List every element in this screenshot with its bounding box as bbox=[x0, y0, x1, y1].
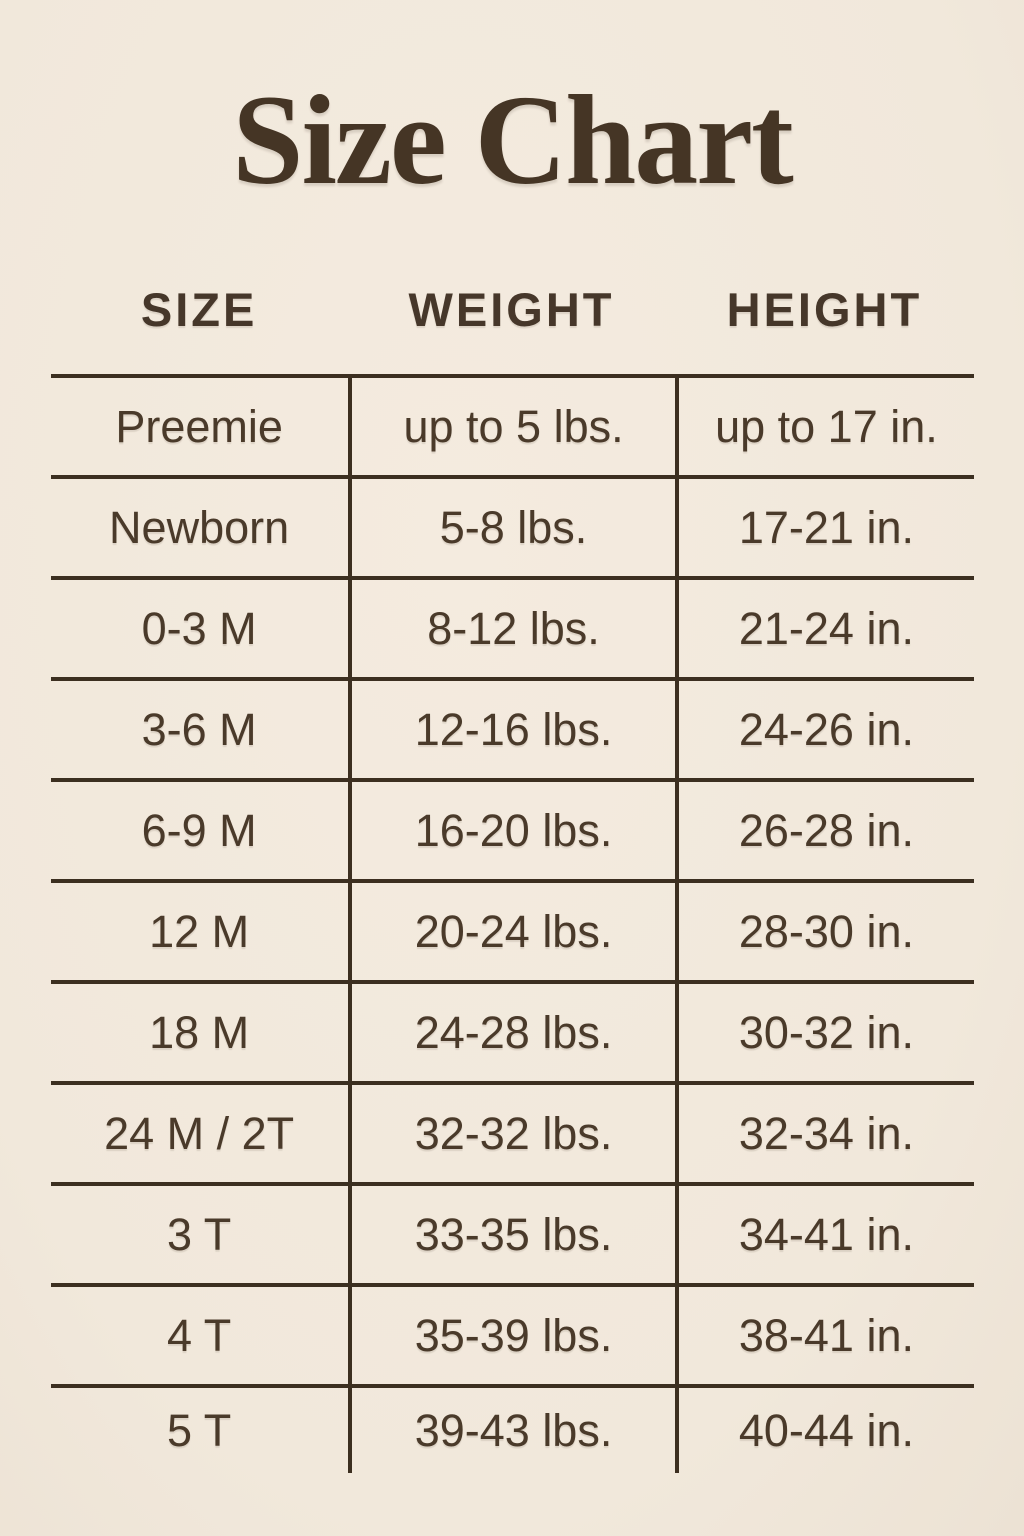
cell-height: 30-32 in. bbox=[675, 984, 973, 1081]
cell-size: 3-6 M bbox=[141, 703, 257, 755]
cell-height: 28-30 in. bbox=[675, 883, 973, 980]
table-row-24m-2t bbox=[51, 1081, 974, 1182]
table-row-newborn bbox=[51, 475, 974, 576]
table-row-3t bbox=[51, 1182, 974, 1283]
table-row-0-3m bbox=[51, 576, 974, 677]
cell-weight: 33-35 lbs. bbox=[348, 1186, 676, 1283]
cell-height: 21-24 in. bbox=[675, 580, 973, 677]
cell-weight: 24-28 lbs. bbox=[348, 984, 676, 1081]
cell-height: 34-41 in. bbox=[675, 1186, 973, 1283]
cell-size: 3 T bbox=[166, 1208, 232, 1260]
cell-size: 0-3 M bbox=[141, 602, 257, 654]
column-header-height: HEIGHT bbox=[726, 283, 923, 336]
cell-weight: 20-24 lbs. bbox=[348, 883, 676, 980]
cell-weight: 39-43 lbs. bbox=[348, 1388, 676, 1473]
cell-weight: 8-12 lbs. bbox=[348, 580, 676, 677]
table-row-12m bbox=[51, 879, 974, 980]
size-table bbox=[51, 374, 974, 1473]
cell-weight: 35-39 lbs. bbox=[348, 1287, 676, 1384]
cell-weight: 12-16 lbs. bbox=[348, 681, 676, 778]
table-row-5t bbox=[51, 1384, 974, 1473]
table-row-preemie bbox=[51, 374, 974, 475]
cell-height: 24-26 in. bbox=[675, 681, 973, 778]
table-row-4t bbox=[51, 1283, 974, 1384]
column-header-weight: WEIGHT bbox=[408, 283, 615, 336]
cell-size: 18 M bbox=[149, 1006, 250, 1058]
column-header-size: SIZE bbox=[140, 283, 258, 336]
page-title: Size Chart bbox=[232, 69, 792, 211]
cell-size: Newborn bbox=[109, 501, 290, 553]
cell-size: Preemie bbox=[115, 400, 283, 452]
cell-size: 6-9 M bbox=[141, 804, 257, 856]
cell-size: 12 M bbox=[149, 905, 250, 957]
table-header-row bbox=[51, 282, 974, 337]
table-row-6-9m bbox=[51, 778, 974, 879]
cell-size: 24 M / 2T bbox=[104, 1107, 295, 1159]
cell-height: 38-41 in. bbox=[675, 1287, 973, 1384]
cell-size: 5 T bbox=[166, 1404, 232, 1456]
cell-weight: up to 5 lbs. bbox=[348, 378, 676, 475]
cell-weight: 5-8 lbs. bbox=[348, 479, 676, 576]
cell-height: 26-28 in. bbox=[675, 782, 973, 879]
cell-height: 40-44 in. bbox=[675, 1388, 973, 1473]
cell-weight: 32-32 lbs. bbox=[348, 1085, 676, 1182]
cell-height: 17-21 in. bbox=[675, 479, 973, 576]
cell-size: 4 T bbox=[166, 1309, 232, 1361]
table-row-3-6m bbox=[51, 677, 974, 778]
cell-weight: 16-20 lbs. bbox=[348, 782, 676, 879]
table-row-18m bbox=[51, 980, 974, 1081]
cell-height: 32-34 in. bbox=[675, 1085, 973, 1182]
cell-height: up to 17 in. bbox=[675, 378, 973, 475]
